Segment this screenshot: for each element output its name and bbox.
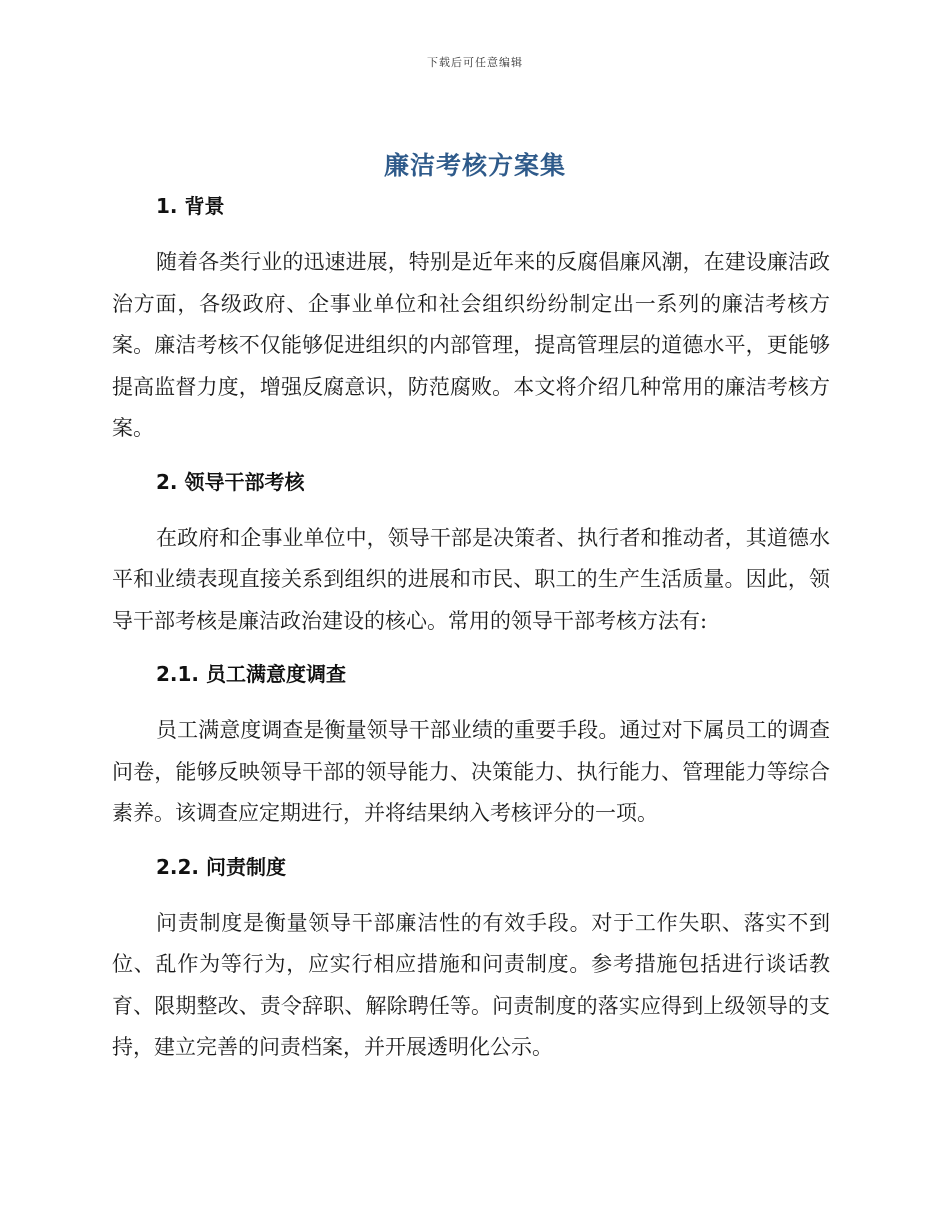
section-paragraph-accountability: 问责制度是衡量领导干部廉洁性的有效手段。对于工作失职、落实不到位、乱作为等行为，应实行相应措施和问责制度。参考措施包括进行谈话教育、限期整改、责令辞职、解除聘任等。问责制度的落实应得到上级领导的支持，建立完善的问责档案，并开展透明化公示。 [112, 910, 830, 1059]
section-heading-leader-assessment: 2. 领导干部考核 [156, 469, 305, 494]
section-heading-background: 1. 背景 [156, 194, 225, 218]
section-heading-accountability: 2.2. 问责制度 [156, 854, 286, 879]
section-heading-employee-survey: 2.1. 员工满意度调查 [156, 662, 346, 686]
document-title: 廉洁考核方案集 [383, 151, 566, 180]
section-paragraph-employee-survey: 员工满意度调查是衡量领导干部业绩的重要手段。通过对下属员工的调查问卷，能够反映领导干部的领导能力、决策能力、执行能力、管理能力等综合素养。该调查应定期进行，并将结果纳入考核评分的一项。 [112, 718, 830, 825]
section-paragraph-background: 随着各类行业的迅速进展，特别是近年来的反腐倡廉风潮，在建设廉洁政治方面，各级政府、企事业单位和社会组织纷纷制定出一系列的廉洁考核方案。廉洁考核不仅能够促进组织的内部管理，提高管理层的道德水平，更能够提高监督力度，增强反腐意识，防范腐败。本文将介绍几种常用的廉洁考核方案。 [112, 250, 830, 440]
header-note: 下载后可任意编辑 [427, 56, 523, 69]
section-paragraph-leader-assessment: 在政府和企事业单位中，领导干部是决策者、执行者和推动者，其道德水平和业绩表现直接关系到组织的进展和市民、职工的生产生活质量。因此，领导干部考核是廉洁政治建设的核心。常用的领导干部考核方法有: [112, 525, 830, 633]
document-body [112, 190, 830, 1069]
